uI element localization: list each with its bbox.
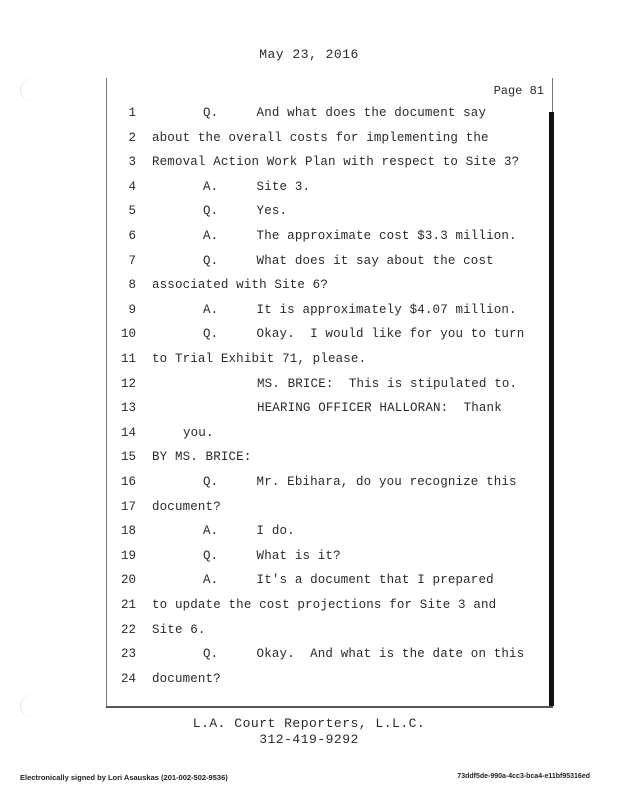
line-number: 21 (120, 598, 136, 612)
punch-hole-mark-bottom (20, 694, 45, 718)
footer-phone: 312-419-9292 (259, 732, 359, 747)
transcript-line: you. (183, 426, 214, 440)
transcript-line: Q. Mr. Ebihara, do you recognize this (203, 475, 517, 489)
line-number: 16 (120, 475, 136, 489)
right-margin-bar (549, 112, 554, 706)
transcript-line: A. The approximate cost $3.3 million. (203, 229, 517, 243)
transcript-line: Q. What is it? (203, 549, 341, 563)
line-number: 9 (128, 303, 136, 317)
document-id: 73ddf5de-990a-4cc3-bca4-e11bf95316ed (457, 773, 590, 780)
transcript-line: A. I do. (203, 524, 295, 538)
line-number: 5 (128, 204, 136, 218)
box-bottom-rule (106, 706, 553, 708)
line-number: 24 (120, 672, 136, 686)
e-signature-note: Electronically signed by Lori Asauskas (201-002-502-9536) (20, 773, 228, 782)
line-number: 2 (128, 131, 136, 145)
line-number: 7 (128, 254, 136, 268)
transcript-line: to Trial Exhibit 71, please. (152, 352, 367, 366)
line-number: 15 (120, 450, 136, 464)
transcript-line: BY MS. BRICE: (152, 450, 252, 464)
line-number: 18 (120, 524, 136, 538)
transcript-line: Q. What does it say about the cost (203, 254, 494, 268)
transcript-line: A. It's a document that I prepared (203, 573, 494, 587)
line-number: 23 (120, 647, 136, 661)
transcript-line: HEARING OFFICER HALLORAN: Thank (257, 401, 502, 415)
line-number: 17 (120, 500, 136, 514)
transcript-line: Q. Yes. (203, 204, 288, 218)
transcript-line: MS. BRICE: This is stipulated to. (257, 377, 518, 391)
line-number: 8 (128, 278, 136, 292)
transcript-line: document? (152, 672, 221, 686)
page-number: Page 81 (493, 84, 544, 98)
transcript-line: about the overall costs for implementing the (152, 131, 489, 145)
transcript-line: Q. Okay. And what is the date on this (203, 647, 525, 661)
line-number: 4 (128, 180, 136, 194)
transcript-line: Removal Action Work Plan with respect to Site 3? (152, 155, 520, 169)
line-number: 10 (120, 327, 136, 341)
line-number: 20 (120, 573, 136, 587)
transcript-line: Site 6. (152, 623, 206, 637)
transcript-line: A. It is approximately $4.07 million. (203, 303, 517, 317)
line-number: 1 (128, 106, 136, 120)
line-number: 19 (120, 549, 136, 563)
transcript-line: Q. Okay. I would like for you to turn (203, 327, 525, 341)
line-number: 13 (120, 401, 136, 415)
line-number: 6 (128, 229, 136, 243)
line-number: 11 (120, 352, 136, 366)
line-number: 3 (128, 155, 136, 169)
transcript-line: A. Site 3. (203, 180, 311, 194)
transcript-line: associated with Site 6? (152, 278, 328, 292)
footer-reporter: L.A. Court Reporters, L.L.C. (192, 716, 426, 731)
punch-hole-mark-top (20, 78, 45, 102)
line-number: 12 (120, 377, 136, 391)
line-number: 22 (120, 623, 136, 637)
transcript-line: document? (152, 500, 221, 514)
transcript-line: Q. And what does the document say (203, 106, 487, 120)
line-number: 14 (120, 426, 136, 440)
transcript-line: to update the cost projections for Site 3 and (152, 598, 497, 612)
header-date: May 23, 2016 (259, 47, 359, 62)
